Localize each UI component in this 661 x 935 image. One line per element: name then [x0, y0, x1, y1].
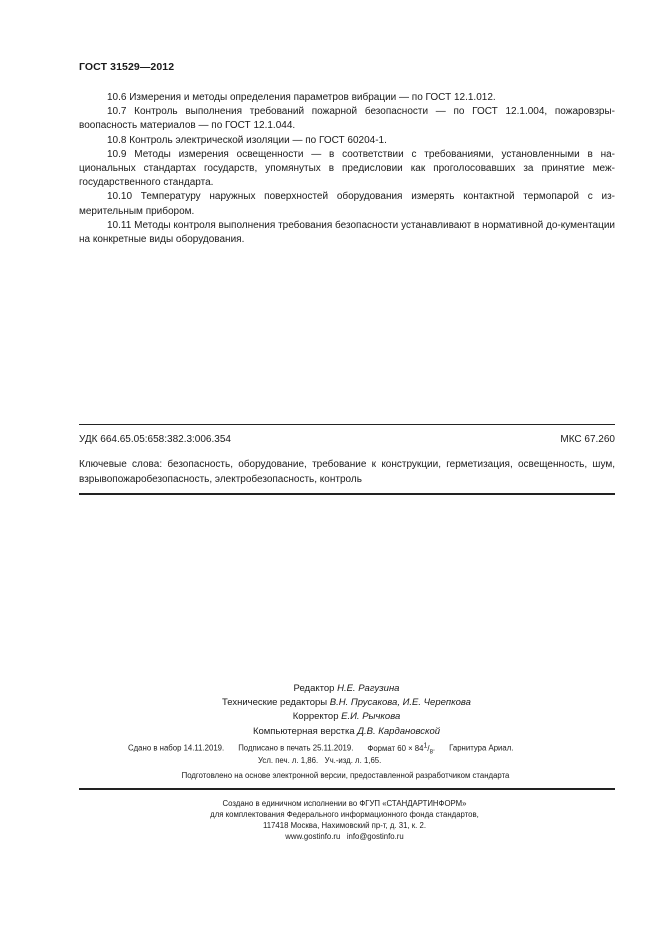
section-10-body [79, 91, 615, 247]
layout-label: Компьютерная верстка [252, 725, 355, 737]
corrector-line [0, 710, 661, 724]
submitted-date: Сдано в набор 14.11.2019. [128, 743, 225, 753]
divider-top [79, 424, 615, 425]
tech-editors-line [0, 696, 661, 710]
format-prefix: Формат 60 × 84 [367, 743, 424, 753]
publisher-line-1: Создано в единичном исполнении во ФГУП «СТАНДАРТИНФОРМ» [222, 799, 467, 808]
divider-keywords [79, 493, 615, 495]
print-info-line-1: Сдано в набор 14.11.2019. Подписано в печать 25.11.2019. Формат $60 \times 84^1/_8$. Гарнитура Ариал. [128, 742, 514, 756]
mks-code: МКС 67.260 [560, 434, 615, 445]
corrector-name: Е.И. Рычкова [341, 711, 401, 723]
publisher-address: 117418 Москва, Нахимовский пр-т, д. 31, к. 2. [262, 821, 427, 830]
paragraph-10-9: 10.9 Методы измерения освещенности — в соответствии с требованиями, установленными в на-циональных стандартах государств, упомянутых в предисловии как проголосовавших за принятие меж-государственного стандарта. [79, 148, 615, 189]
editor-line [0, 682, 661, 696]
document-header: ГОСТ 31529—2012 [79, 61, 175, 73]
layout-line [0, 725, 661, 739]
editorial-credits [0, 682, 661, 739]
paragraph-10-7: 10.7 Контроль выполнения требований пожарной безопасности — по ГОСТ 12.1.004, пожаровзры-воопасность материалов — по ГОСТ 12.1.044. [79, 106, 615, 132]
divider-publisher [79, 788, 615, 790]
udk-code: УДК 664.65.05:658:382.3:006.354 [79, 434, 231, 445]
uch-izd: Уч.-изд. л. 1,65. [324, 756, 382, 765]
keywords: Ключевые слова: безопасность, оборудование, требование к конструкции, герметизация, освещенность, шум, взрывопожаробезопасность, электробезопасность, контроль [79, 459, 615, 485]
classification-row [79, 434, 615, 445]
prepared-note: Подготовлено на основе электронной версии, предоставленной разработчиком стандарта [181, 771, 510, 780]
publisher-contacts [28, 831, 661, 842]
format-num: 1 [423, 742, 428, 749]
corrector-label: Корректор [292, 711, 339, 723]
paper-format: Формат $60 \times 84^1/_8$ [367, 742, 433, 756]
typeface: Гарнитура Ариал. [449, 743, 514, 753]
email-link[interactable]: info@gostinfo.ru [346, 832, 404, 841]
usl-pech: Усл. печ. л. 1,86. [258, 756, 319, 765]
signed-date: Подписано в печать 25.11.2019. [238, 743, 354, 753]
paragraph-10-10: 10.10 Температуру наружных поверхностей оборудования измерять контактной термопарой с из-мерительным прибором. [79, 191, 615, 217]
publisher-info [0, 798, 661, 842]
tech-editors-names: В.Н. Прусакова, И.Е. Черепкова [329, 697, 471, 709]
format-den: 8 [429, 749, 433, 756]
tech-editors-label: Технические редакторы [222, 697, 328, 709]
paragraph-10-6: 10.6 Измерения и методы определения параметров вибрации — по ГОСТ 12.1.012. [107, 92, 496, 103]
editor-label: Редактор [293, 683, 335, 694]
paragraph-10-8: 10.8 Контроль электрической изоляции — по ГОСТ 60204-1. [107, 134, 387, 146]
layout-name: Д.В. Кардановской [357, 725, 441, 737]
website-link[interactable]: www.gostinfo.ru [285, 832, 341, 841]
print-info-line-2 [258, 756, 381, 765]
paragraph-10-11: 10.11 Методы контроля выполнения требования безопасности устанавливают в нормативной до-кументации на конкретные виды оборудования. [79, 219, 615, 246]
editor-name: Н.Е. Рагузина [337, 683, 400, 694]
publisher-line-2: для комплектования Федерального информационного фонда стандартов, [210, 810, 479, 819]
